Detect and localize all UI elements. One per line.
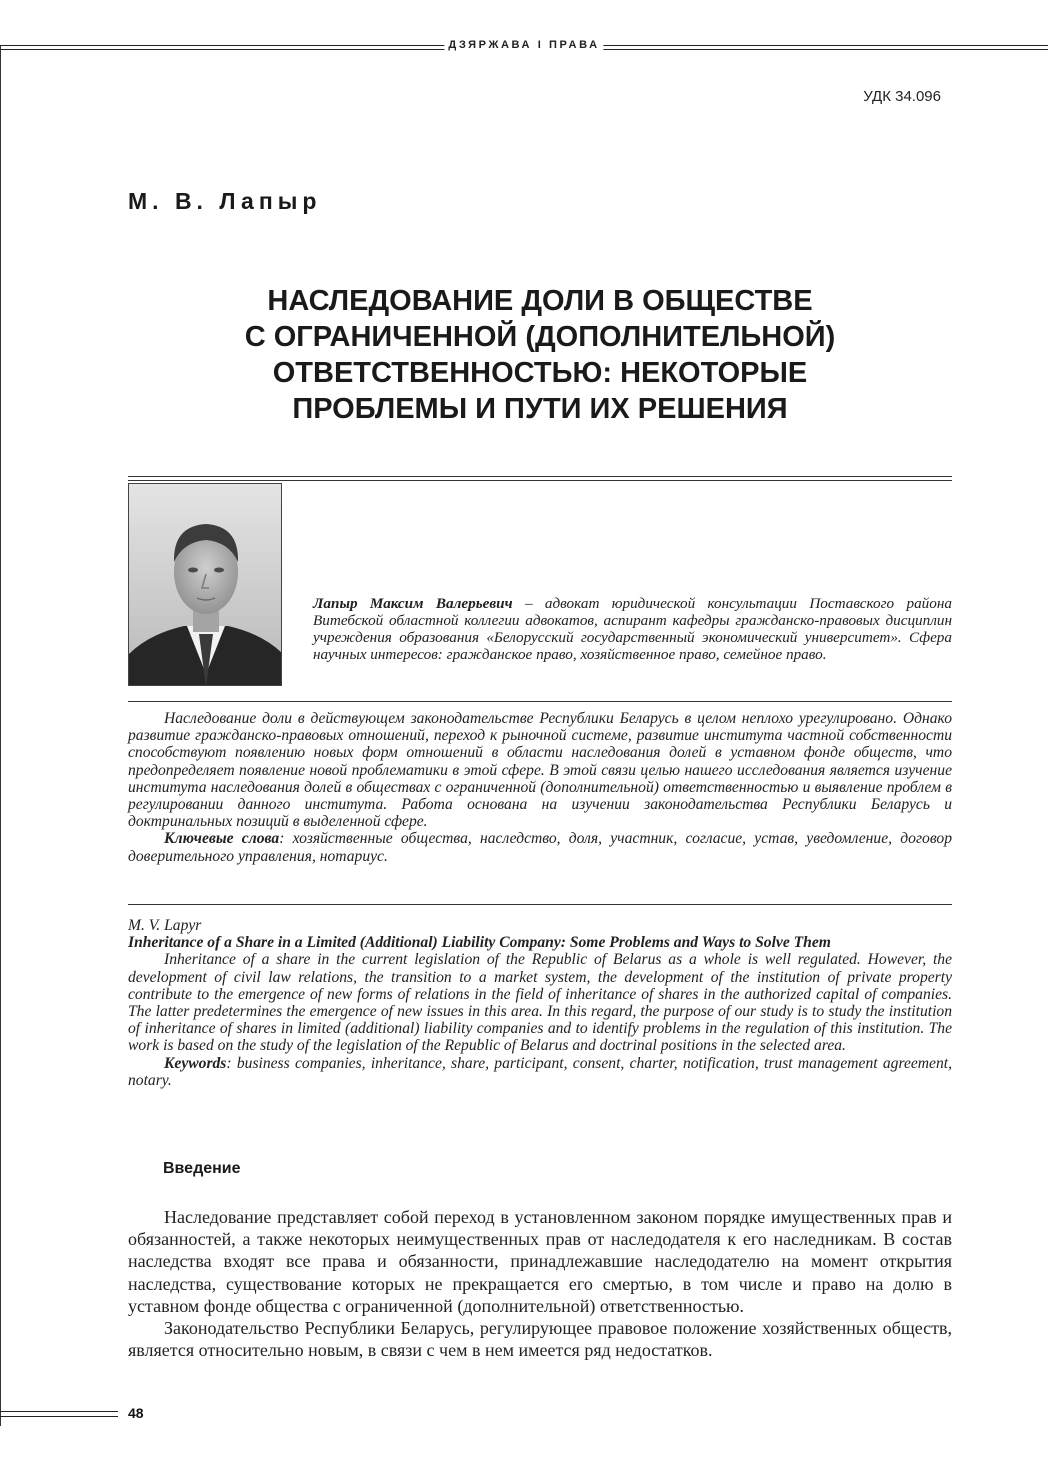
abstract-top-rule (128, 701, 952, 702)
body-paragraph: Наследование представляет собой переход в установленном законом порядке имущественных прав и обязанностей, а также некоторых неимущественных прав от наследодателя к его наследникам. В состав наследства входят все права и обязанности, принадлежавшие наследодателю на момент открытия наследства, существование которых не прекращается его смертью, в том числе и право на долю в уставном фонде общества с ограниченной (дополнительной) ответственностью. (128, 1207, 952, 1316)
abstract-en (128, 917, 952, 1089)
title-line: С ОГРАНИЧЕННОЙ (ДОПОЛНИТЕЛЬНОЙ) (244, 321, 836, 353)
author-bio (313, 595, 952, 663)
keywords-en (128, 1055, 952, 1089)
author-block-top-rule (128, 476, 952, 481)
keywords-ru-list: : хозяйственные общества, наследство, доля, участник, согласие, устав, уведомление, договор доверительного управления, нотариус. (128, 830, 952, 865)
abstract-ru (128, 710, 952, 865)
udc-code: УДК 34.096 (863, 88, 941, 105)
journal-name: ДЗЯРЖАВА І ПРАВА (444, 39, 603, 51)
page-edge-line (0, 46, 4, 1426)
keywords-en-list: : business companies, inheritance, share, participant, consent, charter, notification, trust management agreement, notary. (128, 1054, 952, 1089)
en-author: M. V. Lapyr (128, 917, 202, 934)
keywords-ru-label: Ключевые слова (164, 830, 280, 848)
en-article-title: Inheritance of a Share in a Limited (Additional) Liability Company: Some Problems and Ways to Solve Them (128, 934, 831, 952)
abstract-en-text: Inheritance of a share in the current legislation of the Republic of Belarus as a whole is well regulated. However, the development of civil law relations, the transition to a market system, the development of the institution of private property contribute to the emergence of new forms of relations in the field of inheritance of shares in the authorized capital of companies. The latter predetermines the emergence of new issues in this area. In this regard, the purpose of our study is to study the institution of inheritance of shares in limited (additional) liability companies and to identify problems in the regulation of this institution. The work is based on the study of the legislation of the Republic of Belarus and doctrinal positions in the selected area. (128, 951, 952, 1055)
author-description: – адвокат юридической консультации Поставского района Витебской областной коллегии адвокатов, аспирант кафедры гражданско-правовых дисциплин учреждения образования «Белорусский государственный экономический университет». Сфера научных интересов: гражданское право, хозяйственное право, семейное право. (313, 595, 952, 663)
section-heading-introduction: Введение (163, 1160, 241, 1177)
running-header (0, 41, 1048, 53)
body-paragraph: Законодательство Республики Беларусь, регулирующее правовое положение хозяйственных обществ, является относительно новым, в связи с чем в нем имеется ряд недостатков. (128, 1318, 952, 1361)
keywords-en-label: Keywords (164, 1054, 227, 1072)
abstract-ru-text: Наследование доли в действующем законодательстве Республики Беларусь в целом неплохо урегулировано. Однако развитие гражданско-правовых отношений, переход к рыночной системе, развитие института частной собственности способствуют появлению новых форм отношений в области наследования долей в уставном фонде обществ, что предопределяет появление новой проблематики в этой сфере. В этой связи целью нашего исследования является изучение института наследования долей в обществах с ограниченной (дополнительной) ответственностью и выявление проблем в регулировании данного института. Работа основана на изучении законодательства Республики Беларусь и доктринальных позиций в выделенной сфере. (128, 710, 952, 831)
article-title (128, 283, 952, 427)
page-number: 48 (128, 1405, 144, 1421)
title-line: НАСЛЕДОВАНИЕ ДОЛИ В ОБЩЕСТВЕ (267, 285, 813, 317)
title-line: ПРОБЛЕМЫ И ПУТИ ИХ РЕШЕНИЯ (292, 393, 788, 425)
author-photo (128, 483, 282, 686)
footer-rule (0, 1411, 118, 1417)
author-full-name: Лапыр Максим Валерьевич (313, 595, 513, 612)
body-text (128, 1206, 952, 1361)
title-line: ОТВЕТСТВЕННОСТЬЮ: НЕКОТОРЫЕ (272, 357, 808, 389)
abstract-en-top-rule (128, 904, 952, 905)
author-portrait-image (129, 484, 282, 686)
keywords-ru (128, 830, 952, 864)
author-name-header: М. В. Лапыр (128, 188, 322, 214)
